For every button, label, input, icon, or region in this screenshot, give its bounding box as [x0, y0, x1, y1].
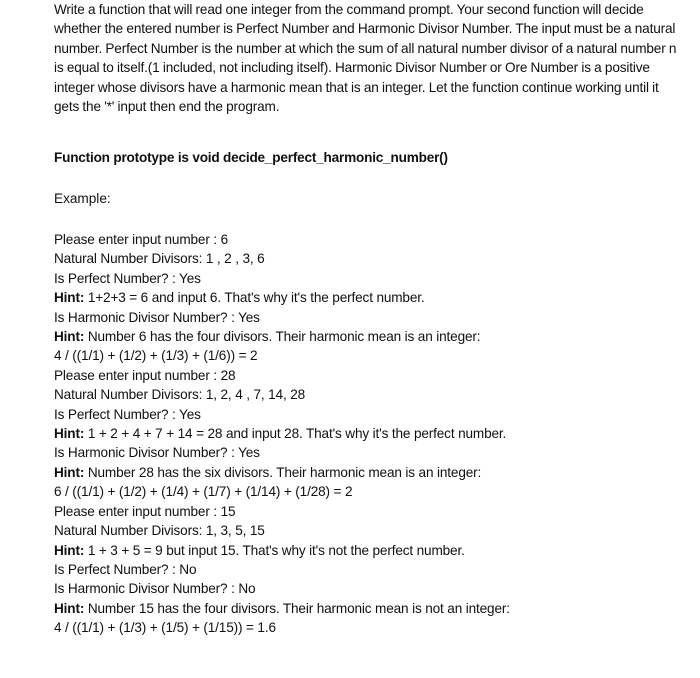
example-line — [54, 618, 510, 637]
example-line-text: 4 / ((1/1) + (1/3) + (1/5) + (1/15)) = 1.6 — [54, 620, 276, 636]
hint-label: Hint: — [54, 600, 85, 616]
example-line-text: 1+2+3 = 6 and input 6. That's why it's the perfect number. — [84, 290, 425, 306]
example-line — [54, 482, 510, 501]
example-heading: Example: — [54, 191, 111, 206]
example-line — [54, 560, 510, 579]
example-line-text: Is Harmonic Divisor Number? : No — [54, 581, 256, 597]
example-line — [54, 249, 510, 268]
hint-label: Hint: — [54, 426, 85, 442]
example-line — [54, 521, 510, 540]
example-line-text: Is Perfect Number? : No — [54, 561, 197, 577]
example-line-text: Is Perfect Number? : Yes — [54, 270, 201, 286]
hint-label: Hint: — [54, 329, 85, 345]
example-line — [54, 308, 510, 327]
example-line — [54, 230, 510, 249]
example-line — [54, 443, 510, 462]
example-line-text: 6 / ((1/1) + (1/2) + (1/4) + (1/7) + (1/14) + (1/28) = 2 — [54, 484, 353, 500]
hint-label: Hint: — [54, 290, 85, 306]
example-line — [54, 269, 510, 288]
example-line-text: 1 + 3 + 5 = 9 but input 15. That's why it's not the perfect number. — [84, 542, 465, 558]
hint-line — [54, 541, 510, 560]
hint-line — [54, 463, 510, 482]
example-output — [54, 230, 510, 638]
example-line — [54, 579, 510, 598]
function-prototype: Function prototype is void decide_perfect_harmonic_number() — [54, 150, 448, 165]
example-line — [54, 502, 510, 521]
example-line-text: Is Harmonic Divisor Number? : Yes — [54, 445, 260, 461]
example-line-text: Please enter input number : 6 — [54, 232, 228, 247]
example-line-text: Natural Number Divisors: 1, 2, 4 , 7, 14, 28 — [54, 387, 306, 403]
example-line — [54, 405, 510, 424]
example-line-text: 1 + 2 + 4 + 7 + 14 = 28 and input 28. That's why it's the perfect number. — [84, 426, 507, 442]
example-line-text: Number 15 has the four divisors. Their harmonic mean is not an integer: — [84, 600, 510, 616]
hint-label: Hint: — [54, 464, 85, 480]
hint-line — [54, 288, 510, 307]
hint-line — [54, 327, 510, 346]
example-line-text: Is Perfect Number? : Yes — [54, 406, 201, 422]
example-line — [54, 385, 510, 404]
example-line-text: Natural Number Divisors: 1, 3, 5, 15 — [54, 523, 265, 539]
example-line-text: Natural Number Divisors: 1 , 2 , 3, 6 — [54, 251, 265, 267]
example-line-text: Please enter input number : 15 — [54, 503, 236, 519]
hint-label: Hint: — [54, 542, 85, 558]
example-line — [54, 346, 510, 365]
example-line-text: Is Harmonic Divisor Number? : Yes — [54, 309, 260, 325]
problem-statement: Write a function that will read one integer from the command prompt. Your second function will decide whether the entered number is Perfect Number and Harmonic Divisor Number. The input must be a natural number. Perfect Number is the number at which the sum of all natural number divisor of a natural number n is equal to itself.(1 included, not including itself). Harmonic Divisor Number or Ore Number is a positive integer whose divisors have a harmonic mean that is an integer. Let the function continue working until it gets the '*' input then end the program. — [54, 2, 677, 115]
example-line-text: Number 6 has the four divisors. Their harmonic mean is an integer: — [84, 329, 481, 345]
hint-line — [54, 599, 510, 618]
example-line-text: Number 28 has the six divisors. Their harmonic mean is an integer: — [84, 464, 482, 480]
document-page — [54, 0, 684, 636]
example-line — [54, 366, 510, 385]
example-line-text: Please enter input number : 28 — [54, 367, 236, 383]
example-line-text: 4 / ((1/1) + (1/2) + (1/3) + (1/6)) = 2 — [54, 348, 258, 364]
hint-line — [54, 424, 510, 443]
